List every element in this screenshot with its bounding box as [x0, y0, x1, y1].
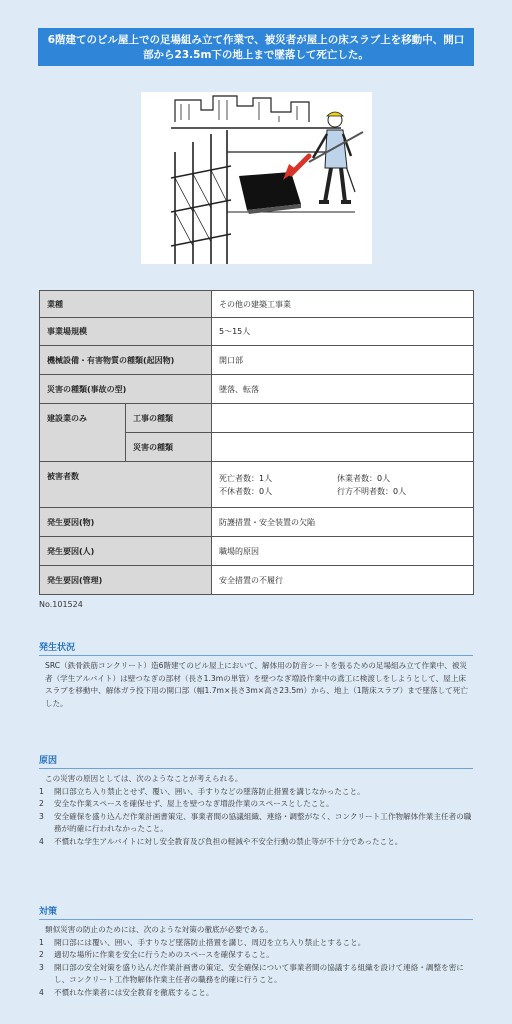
cause-agent-label: 機械設備・有害物質の種類(起因物) — [40, 346, 212, 375]
disaster-type-label: 災害の種類 — [126, 433, 212, 462]
list-item — [39, 798, 473, 811]
row-industry — [40, 291, 474, 318]
item-text: 不慣れな学生アルバイトに対し安全教育及び負担の軽減や不安全行動の禁止等が不十分であったこと。 — [54, 836, 403, 846]
accident-type-value: 墜落、転落 — [212, 375, 474, 404]
factor-object-label: 発生要因(物) — [40, 508, 212, 537]
industry-label: 業種 — [40, 291, 212, 318]
item-text: 適切な場所に作業を安全に行うためのスペースを確保すること。 — [54, 950, 274, 960]
accident-illustration — [141, 92, 372, 264]
item-number: 2 — [39, 950, 44, 960]
size-value: 5～15人 — [212, 318, 474, 346]
document-number: No.101524 — [39, 600, 83, 609]
list-item — [39, 949, 473, 962]
list-item — [39, 786, 473, 799]
construction-only-label: 建設業のみ — [40, 404, 126, 462]
factor-mgmt-label: 発生要因(管理) — [40, 566, 212, 595]
non-absent-count: 不休者数：0人 — [219, 486, 273, 496]
missing-count: 行方不明者数：0人 — [337, 486, 407, 496]
item-number: 2 — [39, 799, 44, 809]
row-victims — [40, 462, 474, 508]
item-number: 1 — [39, 786, 44, 796]
size-label: 事業場規模 — [40, 318, 212, 346]
victims-value — [212, 462, 474, 508]
measures-body — [39, 924, 473, 1000]
page-title: 6階建てのビル屋上での足場組み立て作業で、被災者が屋上の床スラブ上を移動中、開口部から23.5m下の地上まで墜落して死亡した。 — [38, 28, 474, 66]
causes-heading: 原因 — [39, 753, 473, 769]
list-item — [39, 836, 473, 849]
victims-label: 被害者数 — [40, 462, 212, 508]
row-cause-agent — [40, 346, 474, 375]
factor-object-value: 防護措置・安全装置の欠陥 — [212, 508, 474, 537]
cause-agent-value: 開口部 — [212, 346, 474, 375]
measures-intro: 類似災害の防止のためには、次のような対策の徹底が必要である。 — [45, 925, 273, 934]
item-text: 開口部立ち入り禁止とせず、覆い、囲い、手すりなどの墜落防止措置を講じなかったこと。 — [54, 786, 365, 796]
measures-heading: 対策 — [39, 904, 473, 920]
list-item — [39, 811, 473, 836]
item-number: 3 — [39, 962, 44, 972]
accident-type-label: 災害の種類(事故の型) — [40, 375, 212, 404]
industry-value: その他の建築工事業 — [212, 291, 474, 318]
item-text: 開口部の安全対策を盛り込んだ作業計画書の策定、安全確保について事業者間の協議する組織を設けて連絡・調整を密にし、コンクリート工作物解体作業主任者の職務を的確に行うこと。 — [54, 962, 464, 985]
item-text: 安全な作業スペースを確保せず、屋上を壁つなぎ増設作業のスペースとしたこと。 — [54, 799, 334, 809]
list-item — [39, 962, 473, 987]
list-item — [39, 987, 473, 1000]
item-text: 安全確保を盛り込んだ作業計画書策定、事業者間の協議組織、連絡・調整がなく、コンクリート工作物解体作業主任者の職務が的確に行われなかったこと。 — [54, 811, 472, 834]
item-text: 開口部には覆い、囲い、手すりなど墜落防止措置を講じ、周辺を立ち入り禁止とすること。 — [54, 937, 366, 947]
factor-human-label: 発生要因(人) — [40, 537, 212, 566]
item-number: 4 — [39, 987, 44, 997]
list-item — [39, 937, 473, 950]
row-size — [40, 318, 474, 346]
situation-text: SRC（鉄骨鉄筋コンクリート）造6階建てのビル屋上において、解体用の防音シートを張るための足場組み立て作業中、被災者（学生アルバイト）は壁つなぎの部材（長さ1.3mの単管）を壁つなぎ増設作業中の鳶工に検渡しをしようとして、屋上床スラブを移動中、解体ガラ投下用の開口部（幅1.7m×長さ3m×高さ23.5m）から、地上（1階床スラブ）まで墜落して死亡した。 — [45, 661, 468, 708]
item-number: 1 — [39, 937, 44, 947]
item-number: 3 — [39, 811, 44, 821]
factor-mgmt-value: 安全措置の不履行 — [212, 566, 474, 595]
factor-human-value: 職場的原因 — [212, 537, 474, 566]
causes-body — [39, 773, 473, 849]
row-factor-object — [40, 508, 474, 537]
item-text: 不慣れな作業者には安全教育を徹底すること。 — [54, 987, 214, 997]
row-accident-type — [40, 375, 474, 404]
info-table — [39, 290, 474, 595]
disaster-type-value — [212, 433, 474, 462]
work-type-value — [212, 404, 474, 433]
item-number: 4 — [39, 836, 44, 846]
deaths-count: 死亡者数：1人 — [219, 473, 273, 483]
row-work-type — [40, 404, 474, 433]
causes-intro: この災害の原因としては、次のようなことが考えられる。 — [45, 774, 243, 783]
situation-heading: 発生状況 — [39, 640, 473, 656]
work-type-label: 工事の種類 — [126, 404, 212, 433]
row-factor-human — [40, 537, 474, 566]
situation-body — [39, 660, 473, 710]
row-factor-mgmt — [40, 566, 474, 595]
absent-count: 休業者数：0人 — [337, 473, 391, 483]
